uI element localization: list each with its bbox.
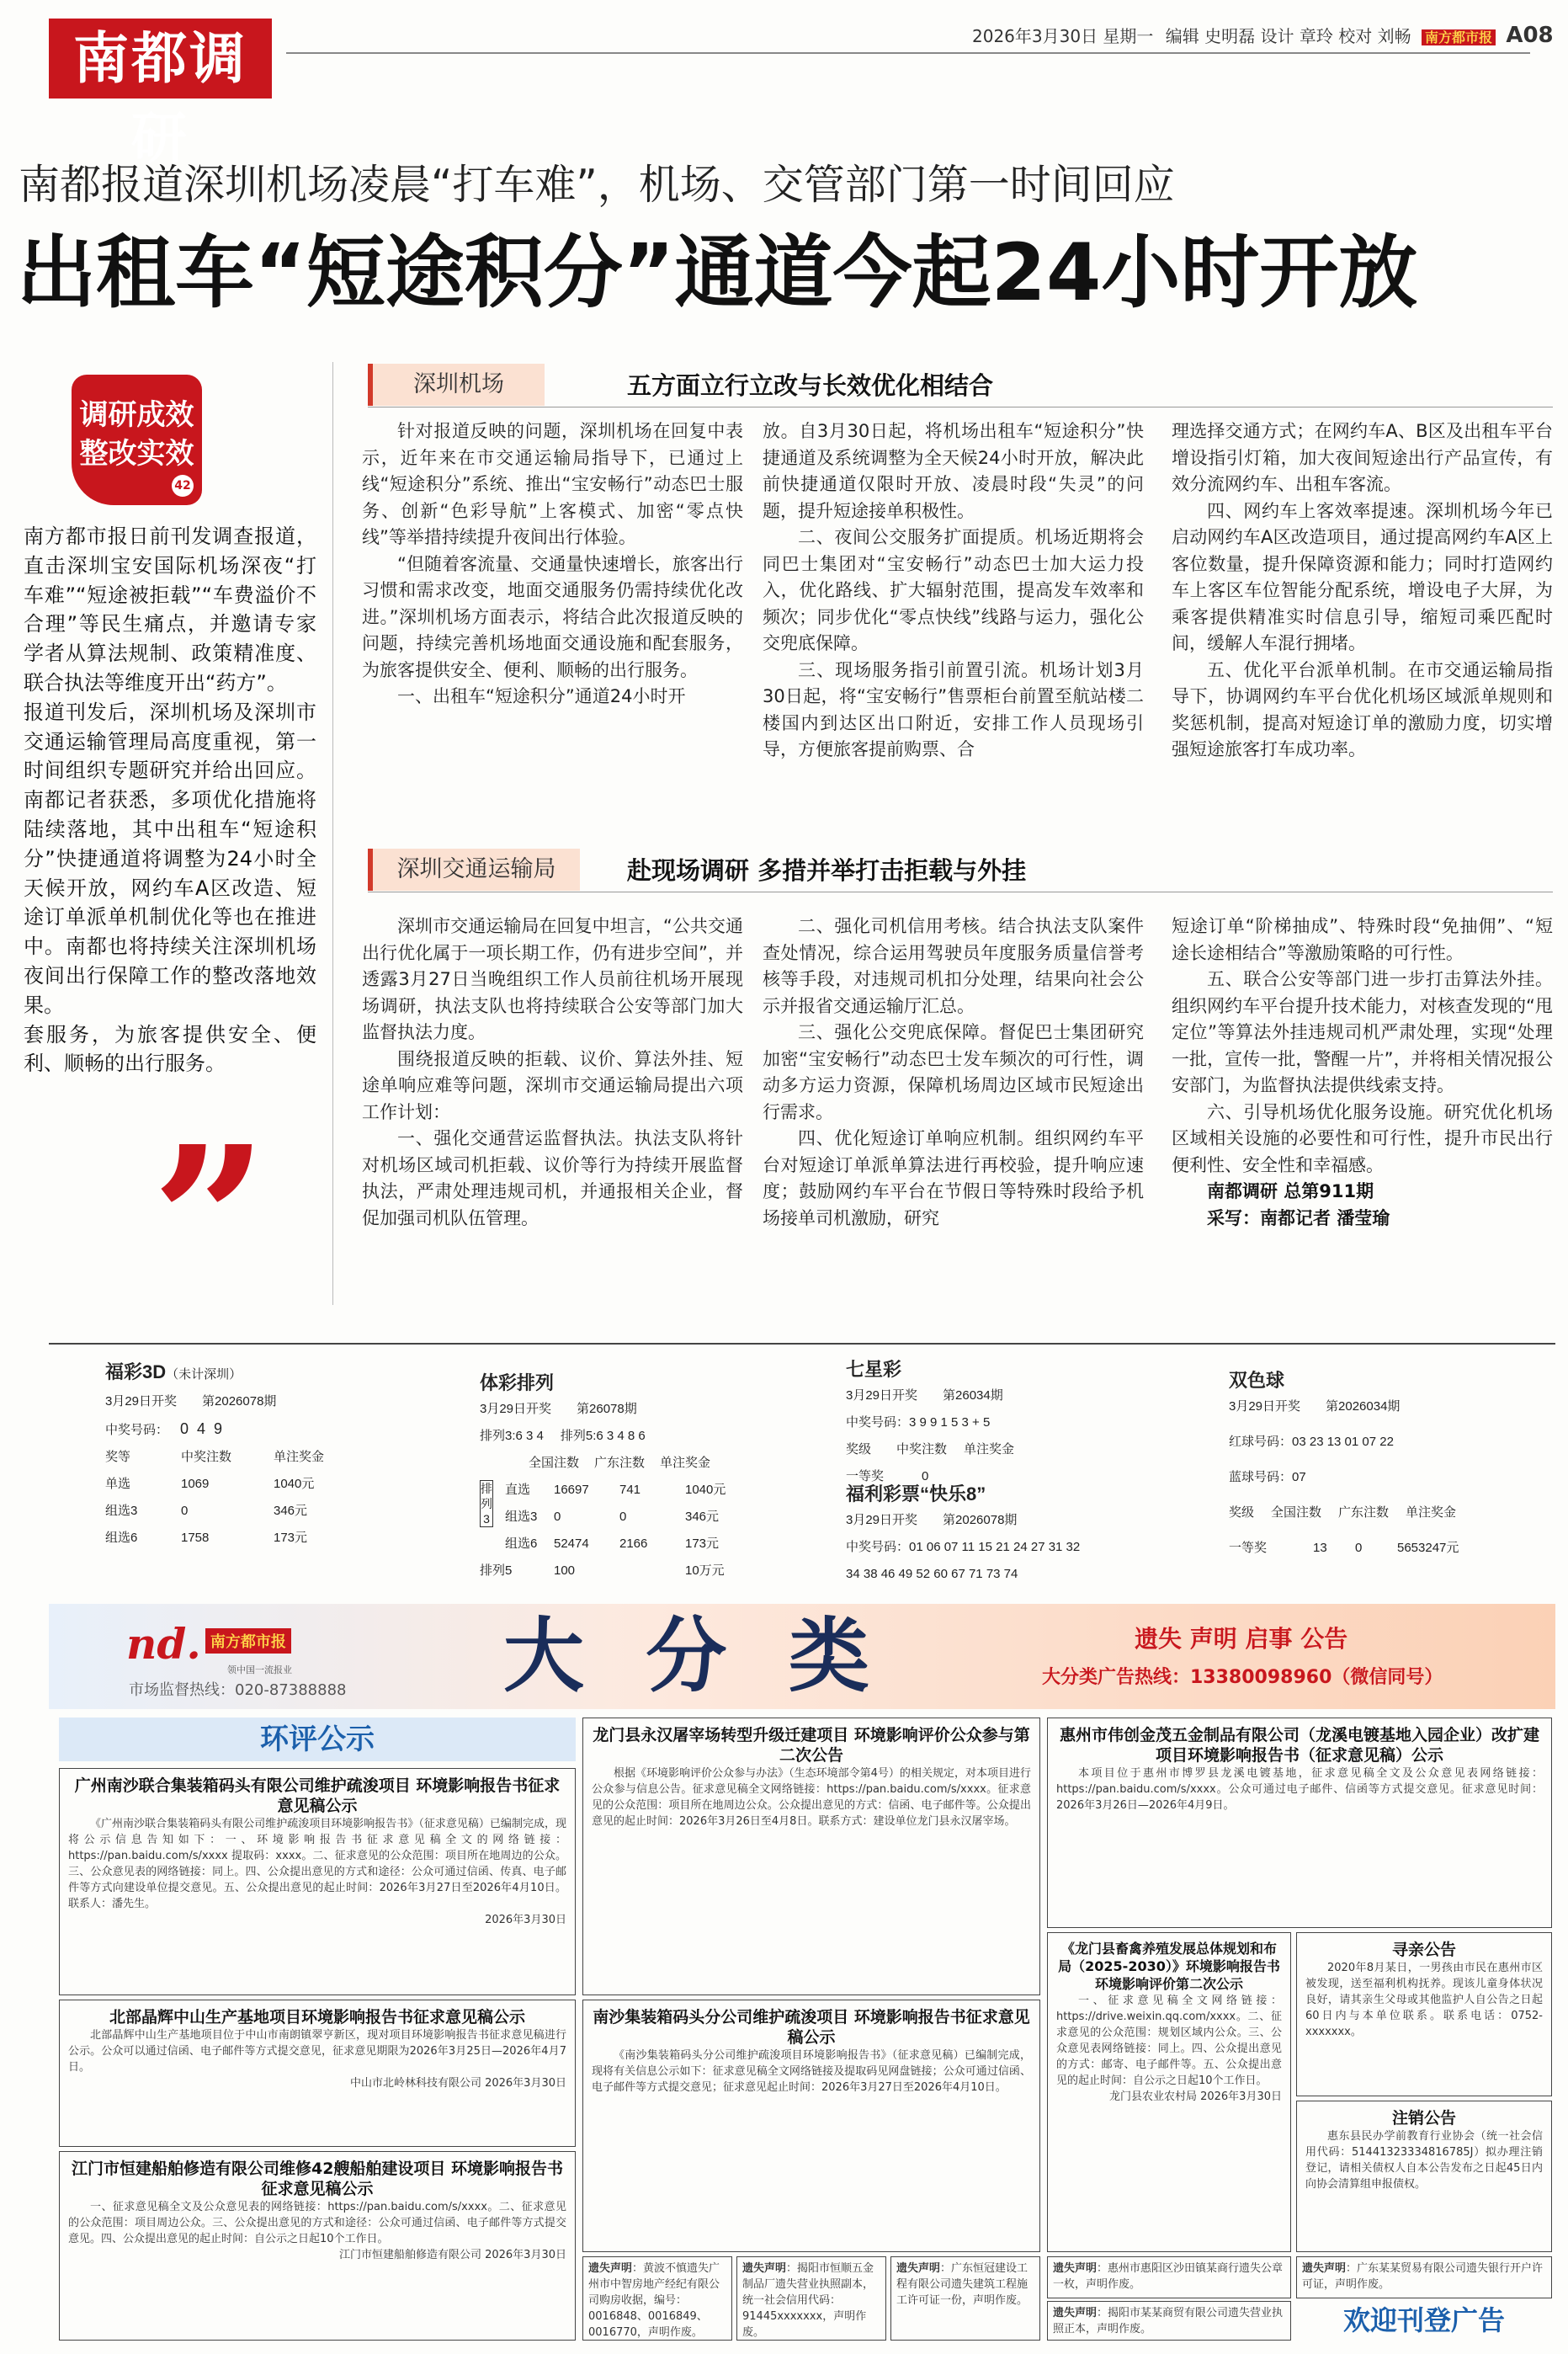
ssq-h2: 全国注数 bbox=[1271, 1505, 1322, 1520]
qxc-h2: 中奖注数 bbox=[896, 1442, 948, 1457]
ad9-title: 注销公告 bbox=[1391, 2109, 1456, 2128]
page-number: A08 bbox=[1506, 23, 1554, 48]
pl-h2: 广东注数 bbox=[594, 1456, 646, 1470]
qxc-issue: 第26034期 bbox=[943, 1388, 1003, 1403]
ssq-blue: 蓝球号码：07 bbox=[1229, 1470, 1306, 1484]
nd-mark-icon: nd. bbox=[126, 1619, 201, 1669]
fc3d-r2-c: 346元 bbox=[274, 1504, 308, 1518]
ad2-body: 北部晶辉中山生产基地项目位于中山市南朗镇翠亨新区，现对项目环境影响报告书征求意见稿进行公示。公众可以通过信函、电子邮件等方式提交意见，征求意见期限为2026年3月25日—2026年4月7日。 bbox=[68, 2029, 566, 2074]
sec1-c1-p3: 一、出租车“短途积分”通道24小时开 bbox=[397, 686, 686, 706]
stmt-5: 遗失声明：揭阳市某某商贸有限公司遗失营业执照正本，声明作废。 bbox=[1047, 2301, 1291, 2341]
pl-row bbox=[480, 1558, 816, 1584]
pl-r4-b: 100 bbox=[554, 1563, 576, 1578]
lottery-top-rule bbox=[49, 1343, 1555, 1345]
pl-row bbox=[480, 1504, 816, 1531]
pl-r4-d: 10万元 bbox=[685, 1563, 725, 1578]
pl-r3-a: 组选6 bbox=[505, 1536, 538, 1551]
stmt-4: 遗失声明：惠州市惠阳区沙田镇某商行遗失公章一枚，声明作废。 bbox=[1047, 2256, 1291, 2298]
ad5-title: 南沙集装箱码头分公司维护疏浚项目 环境影响报告书征求意见稿公示 bbox=[593, 2008, 1030, 2047]
s2-p: 揭阳市恒顺五金制品厂遗失营业执照副本，统一社会信用代码：91445xxxxxxx，声明作废。 bbox=[742, 2262, 874, 2339]
pl-h1: 全国注数 bbox=[529, 1456, 580, 1470]
stmt-1: 遗失声明：黄波不慎遗失广州市中智房地产经纪有限公司购房收据，编号：0016848、0016849、0016770，声明作废。 bbox=[582, 2256, 732, 2341]
pl-row bbox=[480, 1531, 816, 1558]
paper-badge: 南方都市报 bbox=[1422, 29, 1496, 45]
sec1-c2-p2: 二、夜间公交服务扩面提质。机场近期将会同巴士集团对“宝安畅行”动态巴士加大运力投入，优化路线、扩大辐射范围，提高发车效率和频次；同步优化“零点快线”线路与运力，强化公交兜底保障。 bbox=[763, 527, 1144, 653]
pl-p3: 排列3:6 3 4 bbox=[480, 1429, 544, 1443]
ssq-r1b: 0 bbox=[1355, 1541, 1363, 1555]
fc3d-issue: 第2026078期 bbox=[202, 1394, 277, 1409]
pl-r1-a: 直选 bbox=[505, 1483, 531, 1497]
sec1-c3-p2: 四、网约车上客效率提速。深圳机场今年已启动网约车A区改造项目，通过提高网约车A区上客位数量，提升保障资源和能力；同时打造网约车上客区车位智能分配系统，增设电子大屏，为乘客提供精准实时信息引导，缩短司乘匹配时间，缓解人车混行拥堵。 bbox=[1172, 500, 1553, 653]
kl8-title: 福利彩票“快乐8” bbox=[846, 1483, 986, 1505]
sec1-col3 bbox=[1172, 418, 1553, 764]
qxc-h1: 奖级 bbox=[846, 1442, 872, 1457]
sec1-col1 bbox=[362, 418, 743, 711]
ad1-title: 广州南沙联合集装箱码头有限公司维护疏浚项目 环境影响报告书征求意见稿公示 bbox=[74, 1776, 561, 1815]
classified-title: 大 分 类 bbox=[503, 1609, 886, 1703]
pl-side-label: 排列3 bbox=[481, 1482, 492, 1526]
pl-title: 体彩排列 bbox=[480, 1372, 555, 1393]
pl-r3-b: 52474 bbox=[554, 1536, 589, 1551]
logo-sub: 领中国一流报业 bbox=[227, 1664, 292, 1675]
ad7-sig: 龙门县农业农村局 2026年3月30日 bbox=[1108, 2090, 1282, 2103]
ssq-r1a: 13 bbox=[1313, 1541, 1327, 1555]
sec2-col3 bbox=[1172, 913, 1553, 1232]
kl8-issue: 第2026078期 bbox=[943, 1513, 1018, 1527]
ad7-body: 一、征求意见稿全文网络链接：https://drive.weixin.qq.com/xxxx。二、征求意见的公众范围：规划区域内公众。三、公众意见表网络链接：同上。四、公众提出意见的方式：邮寄、电子邮件等。五、公众提出意见的起止时间：自公示之日起10个工作日。 bbox=[1056, 1995, 1282, 2087]
badge-line1: 调研成效 bbox=[79, 398, 194, 432]
lottery-ssq bbox=[1229, 1368, 1549, 1562]
ssq-h4: 单注奖金 bbox=[1406, 1505, 1457, 1520]
header-date: 2026年3月30日 星期一 bbox=[972, 26, 1154, 46]
lottery-pl bbox=[480, 1371, 816, 1584]
ad2-title: 北部晶辉中山生产基地项目环境影响报告书征求意见稿公示 bbox=[109, 2008, 525, 2026]
qxc-date: 3月29日开奖 bbox=[846, 1388, 918, 1403]
ssq-issue: 第2026034期 bbox=[1326, 1399, 1401, 1414]
s5-p: 揭阳市某某商贸有限公司遗失营业执照正本，声明作废。 bbox=[1053, 2307, 1284, 2335]
ad-huizhou-weichuang bbox=[1047, 1718, 1552, 1928]
sec1-c2-p3: 三、现场服务指引前置引流。机场计划3月30日起，将“宝安畅行”售票柜台前置至航站楼二楼国内到达区出口附近，安排工作人员现场引导，方便旅客提前购票、合 bbox=[763, 659, 1144, 759]
sec2-c1-p3: 一、强化交通营运监督执法。执法支队将针对机场区域司机拒载、议价等行为持续开展监督执法，严肃处理违规司机，并通报相关企业，督促加强司机队伍管理。 bbox=[362, 1128, 743, 1228]
ad6-title: 惠州市伟创金茂五金制品有限公司（龙溪电镀基地入园企业）改扩建项目环境影响报告书（征求意见稿）公示 bbox=[1059, 1726, 1539, 1765]
fc3d-h1: 奖等 bbox=[105, 1450, 131, 1464]
env-title: 环评公示 bbox=[59, 1718, 576, 1761]
kl8-nums2: 34 38 46 49 52 60 67 71 73 74 bbox=[846, 1567, 1018, 1581]
nd-logo bbox=[126, 1619, 387, 1678]
sec1-c1-p1: 针对报道反映的问题，深圳机场在回复中表示，近年来在市交通运输局指导下，已通过上线“短途积分”系统、推出“宝安畅行”动态巴士服务、创新“色彩导航”上客模式、加密“零点快线”等举措持续提升夜间出行体验。 bbox=[362, 421, 743, 547]
sec2-c2-p1: 二、强化司机信用考核。结合执法支队案件查处情况，综合运用驾驶员年度服务质量信誉考核等手段，对违规司机扣分处理，结果向社会公示并报省交通运输厅汇总。 bbox=[763, 916, 1144, 1016]
ad1-sig: 2026年3月30日 bbox=[485, 1914, 566, 1926]
fc3d-sub: （未计深圳） bbox=[166, 1367, 242, 1382]
s4-h: 遗失声明 bbox=[1053, 2262, 1098, 2275]
logo-text: 南方都市报 bbox=[205, 1628, 291, 1654]
pl-r3-c: 2166 bbox=[619, 1536, 648, 1551]
series-badge bbox=[72, 375, 202, 505]
quote-mark-icon: ” bbox=[151, 1102, 268, 1339]
stmt-2: 遗失声明：揭阳市恒顺五金制品厂遗失营业执照副本，统一社会信用代码：91445xxxxxxx，声明作废。 bbox=[736, 2256, 886, 2341]
sec1-tag-text: 深圳机场 bbox=[413, 371, 504, 397]
s3-h: 遗失声明 bbox=[896, 2262, 941, 2275]
classified-right1: 遗失 声明 启事 公告 bbox=[1135, 1625, 1348, 1653]
ad-jiangmen bbox=[59, 2151, 576, 2341]
sec2-title: 赴现场调研 多措并举打击拒载与外挂 bbox=[627, 856, 1027, 885]
fc3d-row bbox=[105, 1498, 425, 1525]
pl-r4-a: 排列5 bbox=[480, 1563, 513, 1578]
welcome-ads: 欢迎刊登广告 bbox=[1342, 2304, 1505, 2336]
ad4-title: 龙门县永汉屠宰场转型升级迁建项目 环境影响评价公众参与第二次公告 bbox=[593, 1726, 1030, 1765]
sec2-c3-p2: 五、联合公安等部门进一步打击算法外挂。组织网约车平台提升技术能力，对核查发现的“甩定位”等算法外挂违规司机严肃处理，实现“处理一批，宣传一批，警醒一片”，并将相关情况报公安部门，为监督执法提供线索支持。 bbox=[1172, 969, 1553, 1095]
qxc-h3: 单注奖金 bbox=[964, 1442, 1015, 1457]
sec2-col2 bbox=[763, 913, 1144, 1232]
stmt-3: 遗失声明：广东恒冠建设工程有限公司遗失建筑工程施工许可证一份，声明作废。 bbox=[890, 2256, 1040, 2341]
fc3d-nums: 0 4 9 bbox=[180, 1420, 223, 1437]
ad-guangzhou-nansha bbox=[59, 1768, 576, 1995]
sec2-col1 bbox=[362, 913, 743, 1232]
sec1-c3-p3: 五、优化平台派单机制。在市交通运输局指导下，协调网约车平台优化机场区域派单规则和奖惩机制，提高对短途订单的激励力度，切实增强短途旅客打车成功率。 bbox=[1172, 659, 1553, 759]
header-rule bbox=[286, 52, 1530, 54]
pl-r1-c: 741 bbox=[619, 1483, 641, 1497]
pl-row bbox=[480, 1477, 816, 1504]
pl-r2-b: 0 bbox=[554, 1510, 561, 1524]
ssq-h3: 广东注数 bbox=[1338, 1505, 1390, 1520]
intro-p1: 南方都市报日前刊发调查报道，直击深圳宝安国际机场深夜“打车难”“短途被拒载”“车费溢价不合理”等民生痛点，并邀请专家学者从算法规制、政策精准度、联合执法等维度开出“药方”。 bbox=[24, 525, 316, 695]
fc3d-row bbox=[105, 1471, 425, 1498]
pl-r1-d: 1040元 bbox=[685, 1483, 726, 1497]
column-divider bbox=[332, 362, 333, 1305]
fc3d-r3-c: 173元 bbox=[274, 1531, 308, 1545]
ad3-body: 一、征求意见稿全文及公众意见表的网络链接：https://pan.baidu.com/s/xxxx。二、征求意见的公众范围：项目周边公众。三、公众提出意见的方式和途径：公众可通过信函、电子邮件等方式提交意见。四、公众提出意见的起止时间：自公示之日起10个工作日。 bbox=[68, 2201, 566, 2245]
main-headline: 出租车“短途积分”通道今起24小时开放 bbox=[17, 227, 1418, 319]
qxc-title: 七星彩 bbox=[846, 1359, 902, 1380]
s2-h: 遗失声明 bbox=[742, 2262, 787, 2275]
s1-h: 遗失声明 bbox=[588, 2262, 633, 2275]
ad4-body: 根据《环境影响评价公众参与办法》（生态环境部令第4号）的相关规定，对本项目进行公众参与信息公告。征求意见稿全文网络链接：https://pan.baidu.com/s/xxxx。征求意见的公众范围：项目所在地周边公众。公众提出意见的方式：信函、电子邮件等。公众提出意见的起止时间：2026年3月26日至4月8日。联系方式：建设单位龙门县永汉屠宰场。 bbox=[592, 1767, 1031, 1828]
ad7-title: 《龙门县畜禽养殖发展总体规划和布局（2025-2030）》环境影响报告书 环境影响评价第二次公示 bbox=[1058, 1941, 1280, 1992]
fc3d-r1-a: 单选 bbox=[105, 1477, 131, 1491]
ad6-body: 本项目位于惠州市博罗县龙溪电镀基地，征求意见稿全文及公众意见表网络链接：https://pan.baidu.com/s/xxxx。公众可通过电子邮件、信函等方式提交意见。征求意见时间：2026年3月26日—2026年4月9日。 bbox=[1056, 1767, 1543, 1812]
header-meta bbox=[972, 24, 1554, 50]
pl-h3: 单注奖金 bbox=[660, 1456, 711, 1470]
ad3-sig: 江门市恒建船舶修造有限公司 2026年3月30日 bbox=[338, 2249, 566, 2261]
fc3d-row bbox=[105, 1525, 425, 1552]
fc3d-h2: 中奖注数 bbox=[181, 1450, 232, 1464]
badge-line2: 整改实效 bbox=[79, 437, 194, 471]
ssq-red: 红球号码：03 23 13 01 07 22 bbox=[1229, 1435, 1394, 1449]
pl-r2-c: 0 bbox=[619, 1510, 627, 1524]
qxc-nums: 中奖号码：3 9 9 1 5 3 + 5 bbox=[846, 1415, 991, 1430]
pl-r3-d: 173元 bbox=[685, 1536, 720, 1551]
ad5-body: 《南沙集装箱码头分公司维护疏浚项目环境影响报告书》（征求意见稿）已编制完成，现将有关信息公示如下：征求意见稿全文网络链接及提取码见网盘链接；公众可通过信函、电子邮件等方式提交意见；征求意见起止时间：2026年3月27日至2026年4月10日。 bbox=[592, 2049, 1031, 2094]
pl-issue: 第26078期 bbox=[577, 1402, 637, 1416]
lottery-qxc bbox=[846, 1357, 1183, 1490]
intro-p2: 报道刊发后，深圳机场及深圳市交通运输管理局高度重视，第一时间组织专题研究并给出回应。南都记者获悉，多项优化措施将陆续落地，其中出租车“短途积分”快捷通道将调整为24小时全天候开放，网约车A区改造、短途订单派单机制优化等也在推进中。南都也将持续关注深圳机场夜间出行保障工作的整改落地效果。 bbox=[24, 700, 316, 1017]
sec2-c3-p3: 六、引导机场优化服务设施。研究优化机场区域相关设施的必要性和可行性，提升市民出行便利性、安全性和幸福感。 bbox=[1172, 1101, 1553, 1175]
fc3d-r1-b: 1069 bbox=[181, 1477, 210, 1491]
classified-banner bbox=[49, 1604, 1555, 1709]
fc3d-r1-c: 1040元 bbox=[274, 1477, 315, 1491]
lottery-fc3d bbox=[105, 1360, 425, 1552]
fc3d-win-label: 中奖号码： bbox=[105, 1423, 169, 1437]
ad-longmen-slaughter bbox=[582, 1718, 1040, 1995]
stmt-6: 遗失声明：广东某某贸易有限公司遗失银行开户许可证，声明作废。 bbox=[1296, 2256, 1552, 2298]
header-editors: 编辑 史明磊 设计 章玲 校对 刘畅 bbox=[1165, 26, 1411, 46]
qxc-r1: 一等奖 bbox=[846, 1469, 885, 1483]
ad1-body: 《广州南沙联合集装箱码头有限公司维护疏浚项目环境影响报告书》（征求意见稿）已编制完成，现将公示信息告知如下：一、环境影响报告书征求意见稿全文的网络链接：https://pan.baidu.com/s/xxxx 提取码：xxxx。二、征求意见的公众范围：项目所在地周边的公众。三、公众意见表的网络链接：同上。四、公众提出意见的方式和途径：公众可通过信函、传真、电子邮件等方式向建设单位提交意见。五、公众提出意见的起止时间：2026年3月27日至2026年4月10日。联系人：潘先生。 bbox=[68, 1818, 566, 1910]
sec2-c1-p1: 深圳市交通运输局在回复中坦言，“公共交通出行优化属于一项长期工作，仍有进步空间”，并透露3月27日当晚组织工作人员前往机场开展现场调研，执法支队也将持续联合公安等部门加大监督执法力度。 bbox=[362, 916, 743, 1042]
ad9-body: 惠东县民办学前教育行业协会（统一社会信用代码：51441323334816785J）拟办理注销登记，请相关债权人自本公告发布之日起45日内向协会清算组申报债权。 bbox=[1305, 2130, 1543, 2191]
ad-zhongshan bbox=[59, 2000, 576, 2147]
sec2-c2-p2: 三、强化公交兜底保障。督促巴士集团研究加密“宝安畅行”动态巴士发车频次的可行性，调动多方运力资源，保障机场周边区域市民短途出行需求。 bbox=[763, 1022, 1144, 1122]
s3-p: 广东恒冠建设工程有限公司遗失建筑工程施工许可证一份，声明作废。 bbox=[896, 2262, 1029, 2307]
fc3d-title: 福彩3D bbox=[105, 1361, 167, 1382]
fc3d-r2-b: 0 bbox=[181, 1504, 189, 1518]
pl-date: 3月29日开奖 bbox=[480, 1402, 552, 1416]
ad-search-relatives bbox=[1296, 1932, 1552, 2096]
hotline-label: 市场监督热线：020-87388888 bbox=[129, 1681, 347, 1699]
ad3-title: 江门市恒建船舶修造有限公司维修42艘船舶建设项目 环境影响报告书征求意见稿公示 bbox=[71, 2160, 564, 2198]
qxc-r1v: 0 bbox=[922, 1469, 929, 1483]
kl8-date: 3月29日开奖 bbox=[846, 1513, 918, 1527]
sec1-c3-p1: 理选择交通方式；在网约车A、B区及出租车平台增设指引灯箱，加大夜间短途出行产品宣传，有效分流网约车、出租车客流。 bbox=[1172, 421, 1553, 494]
s6-p: 广东某某贸易有限公司遗失银行开户许可证，声明作废。 bbox=[1302, 2262, 1544, 2291]
section-header: 南都调研 bbox=[49, 19, 272, 99]
sec2-tag-text: 深圳交通运输局 bbox=[396, 856, 556, 882]
ssq-title: 双色球 bbox=[1229, 1370, 1285, 1391]
sec1-tag bbox=[368, 364, 545, 406]
ssq-h1: 奖级 bbox=[1229, 1505, 1255, 1520]
ad2-sig: 中山市北岭林科技有限公司 2026年3月30日 bbox=[349, 2077, 566, 2090]
kicker: 南都报道深圳机场凌晨“打车难”，机场、交管部门第一时间回应 bbox=[19, 161, 1175, 209]
pl-p5: 排列5:6 3 4 8 6 bbox=[560, 1429, 646, 1443]
lottery-kl8 bbox=[846, 1482, 1199, 1588]
sec2-c2-p3: 四、优化短途订单响应机制。组织网约车平台对短途订单派单算法进行再校验，提升响应速度；鼓励网约车平台在节假日等特殊时段给予机场接单司机激励，研究 bbox=[763, 1128, 1144, 1228]
sec1-title: 五方面立行立改与长效优化相结合 bbox=[627, 371, 994, 400]
sec1-c2-p1: 放。自3月30日起，将机场出租车“短途积分”快捷通道及系统调整为全天候24小时开放，解决此前快捷通道仅限时开放、凌晨时段“失灵”的问题，提升短途接单积极性。 bbox=[763, 421, 1144, 521]
fc3d-r3-a: 组选6 bbox=[105, 1531, 138, 1545]
ad8-body: 2020年8月某日，一男孩由市民在惠州市区被发现，送至福利机构抚养。现该儿童身体状况良好，请其亲生父母或其他监护人自公告之日起60日内与本单位联系。联系电话：0752-xxxxxxx。 bbox=[1305, 1962, 1543, 2038]
classified-right2: 大分类广告热线：13380098960（微信同号） bbox=[1042, 1667, 1443, 1688]
ad8-title: 寻亲公告 bbox=[1391, 1941, 1456, 1959]
ssq-date: 3月29日开奖 bbox=[1229, 1399, 1301, 1414]
sec2-sign2: 采写：南都记者 潘莹瑜 bbox=[1207, 1207, 1390, 1228]
ssq-r1c: 5653247元 bbox=[1397, 1541, 1459, 1555]
sec2-c1-p2: 围绕报道反映的拒载、议价、算法外挂、短途单响应难等问题，深圳市交通运输局提出六项工作计划： bbox=[362, 1048, 743, 1122]
fc3d-r3-b: 1758 bbox=[181, 1531, 210, 1545]
s1-p: 黄波不慎遗失广州市中智房地产经纪有限公司购房收据，编号：0016848、0016849、0016770，声明作废。 bbox=[588, 2262, 720, 2339]
s4-p: 惠州市惠阳区沙田镇某商行遗失公章一枚，声明作废。 bbox=[1053, 2262, 1284, 2291]
ssq-r1: 一等奖 bbox=[1229, 1541, 1268, 1555]
badge-number: 42 bbox=[172, 475, 194, 497]
fc3d-r2-a: 组选3 bbox=[105, 1504, 138, 1518]
sec2-c3-p1: 短途订单“阶梯抽成”、特殊时段“免抽佣”、“短途长途相结合”等激励策略的可行性。 bbox=[1172, 916, 1553, 963]
sec2-tag bbox=[368, 849, 580, 891]
intro-text bbox=[24, 522, 316, 1078]
ad-longmen-plan bbox=[1047, 1932, 1291, 2252]
pl-r2-d: 346元 bbox=[685, 1510, 720, 1524]
kl8-nums1: 中奖号码：01 06 07 11 15 21 24 27 31 32 bbox=[846, 1540, 1081, 1554]
pl-r1-b: 16697 bbox=[554, 1483, 589, 1497]
pl-r2-a: 组选3 bbox=[505, 1510, 538, 1524]
ad-cancellation bbox=[1296, 2101, 1552, 2252]
intro-p3: 套服务，为旅客提供安全、便利、顺畅的出行服务。 bbox=[24, 1022, 316, 1076]
fc3d-h3: 单注奖金 bbox=[274, 1450, 325, 1464]
s5-h: 遗失声明 bbox=[1053, 2307, 1098, 2319]
sec2-sign1: 南都调研 总第911期 bbox=[1207, 1181, 1374, 1201]
s6-h: 遗失声明 bbox=[1302, 2262, 1347, 2275]
sec1-col2 bbox=[763, 418, 1144, 764]
sec1-c1-p2: “但随着客流量、交通量快速增长，旅客出行习惯和需求改变，地面交通服务仍需持续优化改进。”深圳机场方面表示，将结合此次报道反映的问题，持续完善机场地面交通设施和配套服务，为旅客提供安全、便利、顺畅的出行服务。 bbox=[362, 553, 743, 680]
ad-nansha-container bbox=[582, 2000, 1040, 2252]
fc3d-date: 3月29日开奖 bbox=[105, 1394, 178, 1409]
